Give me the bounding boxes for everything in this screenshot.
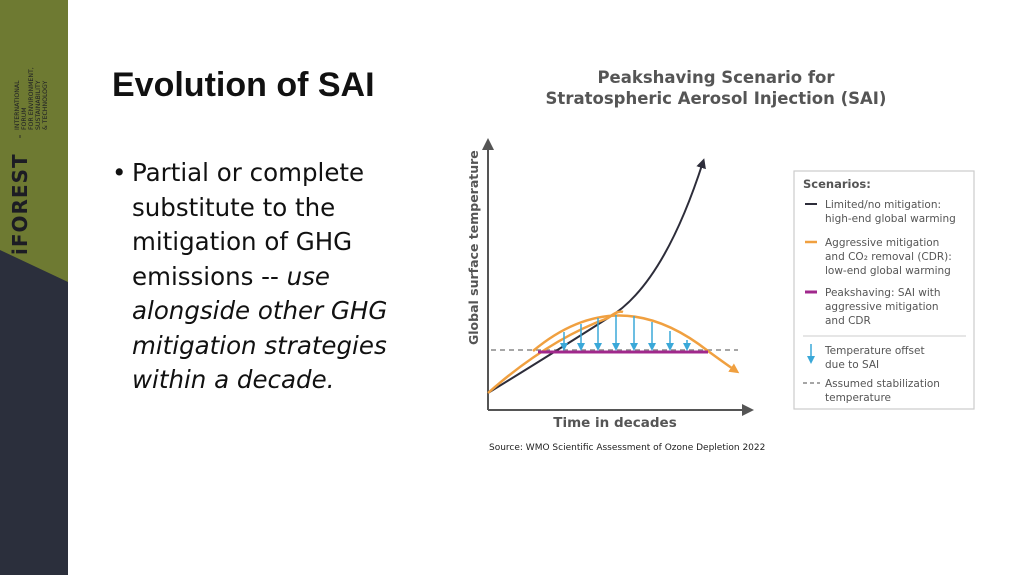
- legend: [794, 171, 974, 409]
- legend-item-text: Limited/no mitigation:: [825, 199, 942, 211]
- legend-heading: Scenarios:: [803, 177, 871, 191]
- figure-title-line1: Peakshaving Scenario for: [597, 68, 835, 87]
- logo-wordmark: iFOREST: [8, 153, 32, 255]
- legend-item-text: temperature: [825, 392, 891, 404]
- bullet-dot-icon: •: [112, 158, 127, 187]
- tagline-line: FORUM: [21, 107, 28, 130]
- bullet-text-plain: Partial or complete substitute to the mitigation of GHG emissions --: [132, 158, 365, 291]
- tagline-line: & TECHNOLOGY: [42, 80, 49, 130]
- y-axis-label: Global surface temperature: [466, 150, 481, 345]
- legend-item-text: and CO₂ removal (CDR):: [825, 251, 952, 263]
- legend-item-text: due to SAI: [825, 359, 880, 371]
- tagline-line: INTERNATIONAL: [14, 80, 21, 130]
- figure-title-line2: Stratospheric Aerosol Injection (SAI): [545, 89, 887, 108]
- sidebar-navy-band: [0, 250, 68, 575]
- no-mitigation-curve: [488, 162, 703, 393]
- legend-item-text: high-end global warming: [825, 213, 956, 225]
- tagline-line: FOR ENVIRONMENT,: [28, 67, 35, 130]
- peakshaving-diagram: [458, 60, 998, 440]
- legend-item-text: Aggressive mitigation: [825, 237, 940, 249]
- temperature-offset-arrows: [564, 315, 687, 347]
- bullet-point: [112, 156, 412, 398]
- legend-item-text: Peakshaving: SAI with: [825, 287, 941, 299]
- legend-item-text: and CDR: [825, 315, 871, 327]
- source-caption: Source: WMO Scientific Assessment of Ozone Depletion 2022: [489, 443, 766, 453]
- legend-item-text: aggressive mitigation: [825, 301, 939, 313]
- logo-tagline: [14, 67, 49, 130]
- slide-title: Evolution of SAI: [112, 66, 375, 104]
- legend-item-text: low-end global warming: [825, 265, 951, 277]
- bullet-text: [132, 156, 412, 398]
- legend-item-text: Temperature offset: [825, 345, 925, 357]
- legend-item-text: Assumed stabilization: [825, 378, 940, 390]
- sidebar: [0, 0, 68, 575]
- bullet-text-italic: use alongside other GHG mitigation strategies within a decade.: [132, 261, 388, 394]
- tagline-line: SUSTAINABILITY: [35, 80, 42, 130]
- x-axis-label: Time in decades: [553, 415, 677, 431]
